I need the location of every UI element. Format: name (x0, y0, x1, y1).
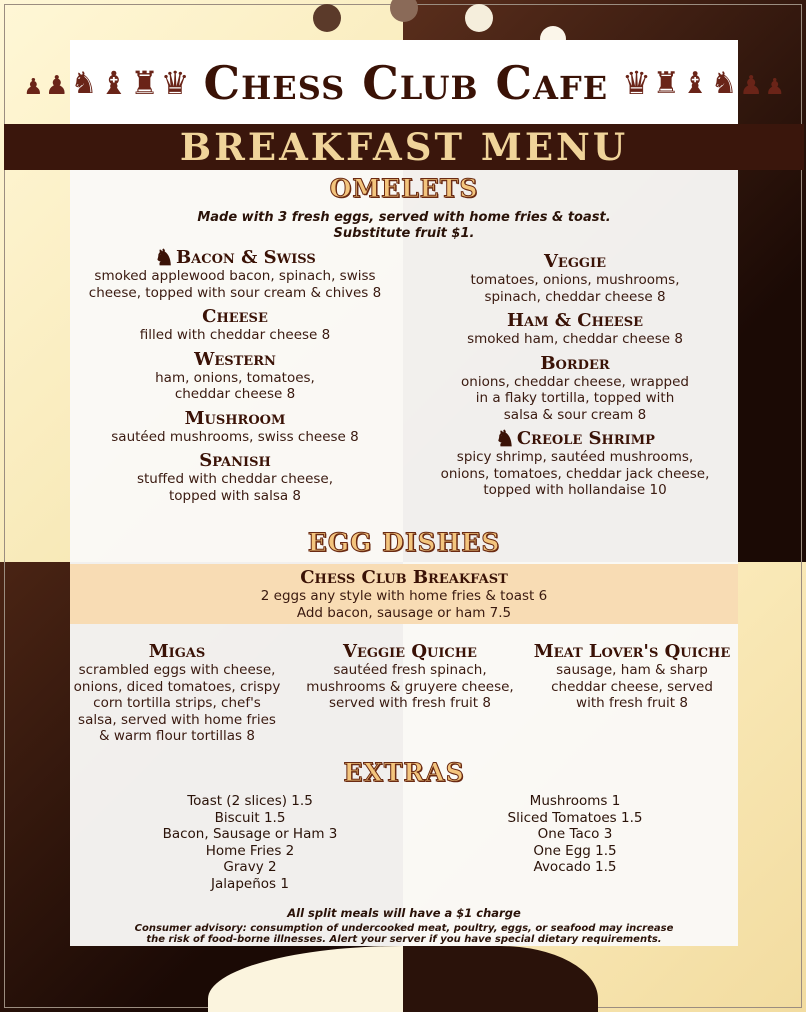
egg-dish-migas (70, 642, 284, 745)
extras-left-list (110, 793, 390, 892)
item-desc: mushrooms & gruyere cheese, (306, 678, 514, 695)
item-name: Western (194, 348, 276, 370)
egg-dish-meat-lovers-quiche (532, 642, 732, 712)
chess-club-breakfast-box (70, 564, 738, 624)
item-desc: & warm flour tortillas 8 (99, 728, 255, 744)
breakfast-menu-banner (4, 124, 804, 170)
advisory-line: Consumer advisory: consumption of undercooked meat, poultry, eggs, or seafood may increase (134, 923, 674, 934)
item-desc: smoked ham, cheddar cheese 8 (467, 331, 683, 347)
bishop-icon: ♝ (99, 64, 129, 102)
item-name: Migas (148, 641, 206, 662)
item-name: Cheese (202, 306, 268, 327)
menu-item (80, 451, 390, 504)
knight-icon: ♞ (154, 245, 174, 271)
item-desc: salsa & sour cream 8 (503, 406, 647, 423)
egg-dish-veggie-quiche (292, 642, 528, 712)
item-name: Meat Lover's Quiche (533, 641, 731, 662)
cafe-name: Chess Club Cafe (203, 56, 609, 110)
item-name: Spanish (199, 450, 271, 471)
menu-item (80, 409, 390, 446)
consumer-advisory (120, 923, 688, 945)
item-desc: sautéed mushrooms, swiss cheese 8 (111, 428, 359, 445)
extra-item: One Taco 3 (537, 826, 613, 842)
item-desc: 2 eggs any style with home fries & toast 6 (260, 588, 548, 604)
item-desc: onions, cheddar cheese, wrapped (461, 373, 689, 390)
item-name: Chess Club Breakfast (300, 567, 508, 588)
item-desc: with fresh fruit 8 (576, 695, 688, 711)
advisory-line: the risk of food-borne illnesses. Alert your server if you have special dietary requirements. (146, 934, 662, 945)
extra-item: Home Fries 2 (205, 842, 295, 859)
knight-icon: ♞ (710, 66, 738, 101)
extras-right-list (440, 793, 710, 876)
item-desc: spicy shrimp, sautéed mushrooms, (456, 449, 694, 465)
knight-icon: ♞ (495, 426, 515, 452)
omelets-heading: OMELETS (329, 174, 479, 203)
item-desc: tomatoes, onions, mushrooms, (470, 272, 680, 288)
menu-item (420, 311, 730, 348)
chess-pieces-right (622, 64, 785, 102)
knight-icon: ♞ (70, 66, 98, 101)
extra-item: Mushrooms 1 (529, 793, 621, 809)
item-name: Mushroom (184, 407, 286, 429)
item-desc: sausage, ham & sharp (556, 662, 708, 678)
extra-item: Bacon, Sausage or Ham 3 (162, 826, 338, 842)
cafe-title-row (23, 48, 785, 118)
omelets-right-column (420, 252, 730, 505)
egg-dishes-heading: EGG DISHES (307, 528, 501, 557)
item-desc: Add bacon, sausage or ham 7.5 (296, 604, 512, 621)
item-desc: sautéed fresh spinach, (333, 662, 487, 678)
item-desc: onions, diced tomatoes, crispy (73, 678, 281, 695)
item-desc: onions, tomatoes, cheddar jack cheese, (440, 465, 710, 482)
extras-heading: EXTRAS (343, 758, 465, 787)
menu-item (80, 307, 390, 344)
item-name: ♞ Creole Shrimp (495, 426, 655, 452)
item-name: Veggie (543, 251, 607, 272)
item-desc: scrambled eggs with cheese, (78, 662, 276, 678)
item-desc: in a flaky tortilla, topped with (475, 390, 675, 406)
extra-item: Avocado 1.5 (533, 859, 617, 875)
item-desc: cheddar cheese, served (551, 678, 713, 695)
item-desc: cheddar cheese 8 (174, 386, 296, 402)
extra-item: One Egg 1.5 (533, 842, 617, 859)
menu-item (420, 252, 730, 305)
item-name: Veggie Quiche (343, 641, 477, 662)
extra-item: Gravy 2 (223, 859, 277, 875)
queen-icon: ♛ (622, 64, 651, 102)
item-desc: cheese, topped with sour cream & chives 8 (88, 284, 382, 301)
item-desc: spinach, cheddar cheese 8 (484, 288, 666, 305)
item-name: ♞ Bacon & Swiss (154, 245, 316, 271)
item-desc: ham, onions, tomatoes, (155, 369, 315, 386)
bishop-icon: ♝ (681, 66, 709, 101)
item-desc: topped with hollandaise 10 (483, 482, 667, 498)
omelets-left-column (80, 245, 390, 510)
crown-ornament (313, 4, 341, 32)
pawn-icon: ♟ (739, 71, 763, 101)
menu-item (80, 245, 390, 301)
banner-title: BREAKFAST MENU (179, 125, 629, 169)
menu-item (420, 354, 730, 424)
crown-ornament (465, 4, 493, 32)
item-desc: corn tortilla strips, chef's (93, 695, 261, 711)
intro-line: Substitute fruit $1. (333, 226, 475, 241)
omelets-intro (70, 210, 738, 242)
item-desc: topped with salsa 8 (168, 487, 302, 504)
pawn-icon: ♟ (23, 75, 44, 100)
item-desc: served with fresh fruit 8 (329, 695, 491, 711)
item-desc: salsa, served with home fries (78, 711, 276, 728)
pawn-icon: ♟ (764, 75, 785, 100)
extra-item: Toast (2 slices) 1.5 (187, 793, 313, 809)
intro-line: Made with 3 fresh eggs, served with home fries & toast. (197, 210, 611, 225)
item-desc: filled with cheddar cheese 8 (139, 327, 331, 343)
item-name: Ham & Cheese (507, 310, 643, 331)
item-desc: smoked applewood bacon, spinach, swiss (94, 268, 376, 284)
item-desc: stuffed with cheddar cheese, (136, 471, 334, 487)
extra-item: Sliced Tomatoes 1.5 (507, 809, 643, 826)
item-name: Border (540, 352, 610, 374)
pawn-icon: ♟ (45, 71, 69, 101)
queen-icon: ♛ (160, 64, 190, 102)
split-meal-note: All split meals will have a $1 charge (287, 906, 521, 920)
chess-pieces-left (23, 64, 190, 102)
menu-item (420, 426, 730, 499)
rook-icon: ♜ (130, 64, 159, 102)
extra-item: Biscuit 1.5 (214, 809, 286, 826)
rook-icon: ♜ (652, 66, 680, 101)
extra-item: Jalapeños 1 (211, 875, 289, 892)
menu-item (80, 350, 390, 403)
